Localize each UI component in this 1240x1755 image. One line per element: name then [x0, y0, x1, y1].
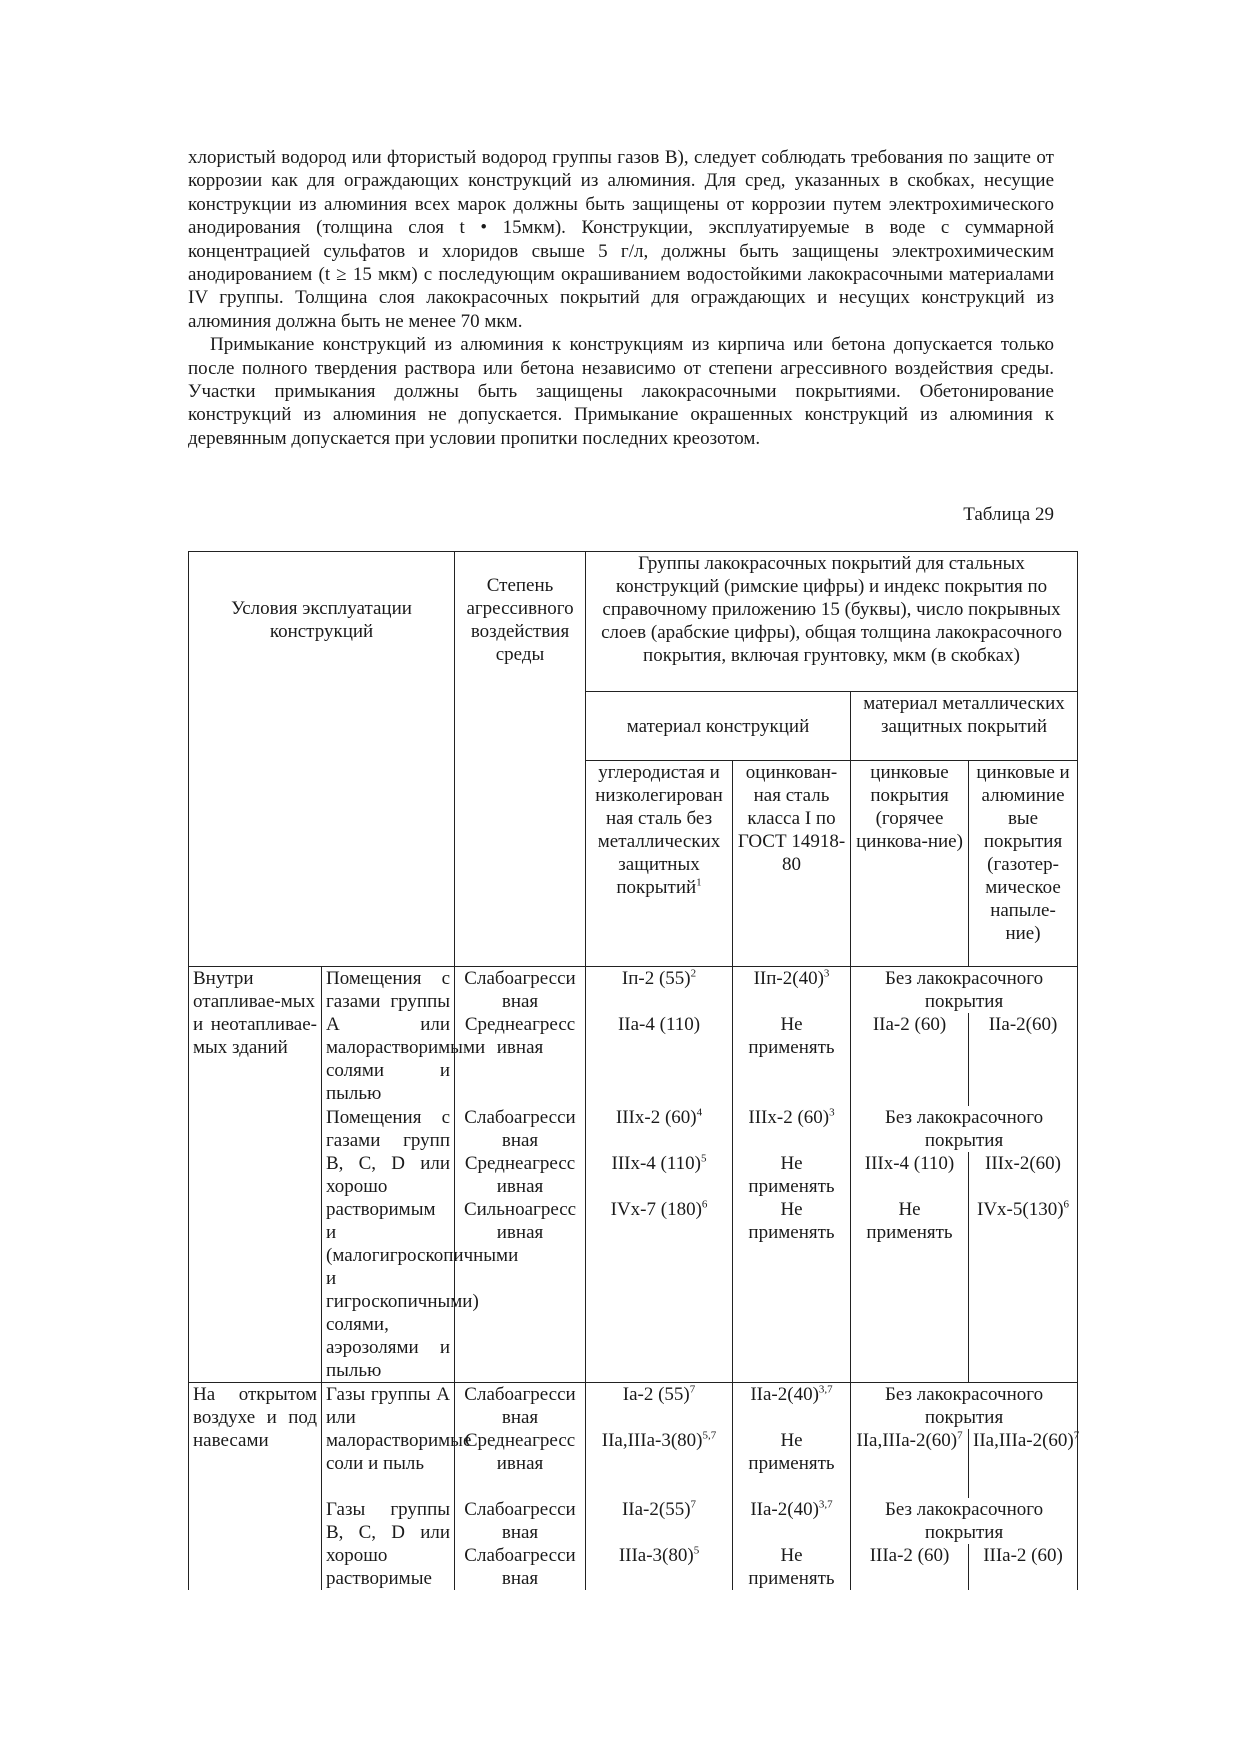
- table-caption: Таблица 29: [963, 504, 1054, 525]
- medium-cell: Газы группы А или малорастворимые соли и пыль: [322, 1383, 455, 1499]
- degree-cell: Слабоагресси вная: [455, 1544, 586, 1590]
- zinc-hot-cell: IIIа-2 (60): [851, 1544, 969, 1590]
- zinc-hot-cell: Не применять: [851, 1198, 969, 1382]
- zinc-al-cell: IIIа-2 (60): [969, 1544, 1078, 1590]
- zinc-al-cell: IVх-$5(130)^6$: [969, 1198, 1078, 1382]
- header-conditions: Условия эксплуатации конструкций: [189, 552, 455, 967]
- degree-cell: Слабоагресси вная: [455, 1498, 586, 1544]
- steel-cell: IIа-$2(55)^7$: [586, 1498, 733, 1544]
- merged-cell: Без лакокрасочного покрытия: [851, 967, 1078, 1014]
- zinc-al-cell: $IIа,IIIа-2(60)^7$: [969, 1429, 1078, 1498]
- zinc-hot-cell: IIIх-4 (110): [851, 1152, 969, 1198]
- galv-cell: Не применять: [733, 1013, 851, 1106]
- steel-cell: IIа-4 (110): [586, 1013, 733, 1106]
- merged-cell: Без лакокрасочного покрытия: [851, 1498, 1078, 1544]
- header-zinc-hot: цинковые покрытия (горячее цинкова-ние): [851, 761, 969, 967]
- merged-cell: Без лакокрасочного покрытия: [851, 1383, 1078, 1430]
- steel-cell: Iа-2 $(55)^7$: [586, 1383, 733, 1430]
- header-degree: Степень агрессивного воздействия среды: [455, 552, 586, 967]
- steel-cell: IIIх-4 $(110)^5$: [586, 1152, 733, 1198]
- galv-cell: Не применять: [733, 1544, 851, 1590]
- degree-cell: Слабоагресси вная: [455, 967, 586, 1014]
- galv-cell: Не применять: [733, 1429, 851, 1498]
- galv-cell: Не применять: [733, 1198, 851, 1382]
- table-row: [189, 1498, 1078, 1544]
- paragraph: хлористый водород или фтористый водород группы газов В), следует соблюдать требования по защите от коррозии как для ограждающих конструкций из алюминия. Для сред, указанных в скобках, несущие конструкции из алюминия всех марок должны быть защищены от коррозии путем электрохимического анодирования (толщина слоя t • 15мкм). Конструкции, эксплуатируемые в воде с суммарной концентрацией сульфатов и хлоридов свыше 5 г/л, должны быть защищены электрохимическим анодированием (t ≥ 15 мкм) с последующим окрашиванием водостойкими лакокрасочными материалами IV группы. Толщина слоя лакокрасочных покрытий для ограждающих и несущих конструкций из алюминия должна быть не менее 70 мкм.: [188, 147, 1054, 332]
- header-galvanized-steel: оцинкован-ная сталь класса I по ГОСТ 14918-80: [733, 761, 851, 967]
- header-zinc-al: цинковые и алюминие вые покрытия (газотер-мическое напыле-ние): [969, 761, 1078, 967]
- zinc-hot-cell: $IIа,IIIа-2(60)^7$: [851, 1429, 969, 1498]
- coatings-table: [188, 551, 1078, 1590]
- condition-cell: Внутри отапливае-мых и неотапливае-мых зданий: [189, 967, 322, 1383]
- table-row: [189, 1106, 1078, 1152]
- zinc-al-cell: IIIх-2(60): [969, 1152, 1078, 1198]
- galv-cell: IIа-$2(40)^{3,7}$: [733, 1498, 851, 1544]
- galv-cell: Не применять: [733, 1152, 851, 1198]
- table-row: [189, 967, 1078, 1014]
- zinc-al-cell: IIа-2(60): [969, 1013, 1078, 1106]
- galv-cell: IIIх-2 $(60)^3$: [733, 1106, 851, 1152]
- paragraph: Примыкание конструкций из алюминия к конструкциям из кирпича или бетона допускается только после полного твердения раствора или бетона независимо от степени агрессивного воздействия среды. Участки примыкания должны быть защищены лакокрасочными покрытиями. Обетонирование конструкций из алюминия не допускается. Примыкание окрашенных конструкций из алюминия к деревянным допускается при условии пропитки последних креозотом.: [188, 334, 1054, 449]
- header-metal-coatings: материал металлических защитных покрытий: [851, 692, 1078, 761]
- galv-cell: IIа-$2(40)^{3,7}$: [733, 1383, 851, 1430]
- zinc-hot-cell: IIа-2 (60): [851, 1013, 969, 1106]
- steel-cell: IIIх-2 $(60)^4$: [586, 1106, 733, 1152]
- header-groups: Группы лакокрасочных покрытий для стальных конструкций (римские цифры) и индекс покрытия по справочному приложению 15 (буквы), число покрывных слоев (арабские цифры), общая толщина лакокрасочного покрытия, включая грунтовку, мкм (в скобках): [586, 552, 1078, 692]
- degree-cell: Среднеагресс ивная: [455, 1152, 586, 1198]
- header-material: материал конструкций: [586, 692, 851, 761]
- degree-cell: Сильноагресс ивная: [455, 1198, 586, 1382]
- steel-cell: $IIа,IIIа-3(80)^{5,7}$: [586, 1429, 733, 1498]
- steel-cell: Iп-2 $(55)^2$: [586, 967, 733, 1014]
- medium-cell: Газы группы В, С, D или хорошо растворимые: [322, 1498, 455, 1590]
- steel-cell: IVх-7 $(180)^6$: [586, 1198, 733, 1382]
- body-text: [188, 146, 1054, 450]
- condition-cell: На открытом воздухе и под навесами: [189, 1383, 322, 1591]
- merged-cell: Без лакокрасочного покрытия: [851, 1106, 1078, 1152]
- galv-cell: IIп-$2(40)^3$: [733, 967, 851, 1014]
- medium-cell: Помещения с газами групп В, С, D или хорошо растворимым и (малогигроскопичными и гигроскопичными) солями, аэрозолями и пылью: [322, 1106, 455, 1383]
- degree-cell: Среднеагресс ивная: [455, 1429, 586, 1498]
- degree-cell: Слабоагресси вная: [455, 1106, 586, 1152]
- table-row: [189, 1383, 1078, 1430]
- degree-cell: Среднеагресс ивная: [455, 1013, 586, 1106]
- header-carbon-steel: углеродистая и низколегирован ная сталь без металлических защитных покрытий$^1$: [586, 761, 733, 967]
- medium-cell: Помещения с газами группы А или малорастворимыми солями и пылью: [322, 967, 455, 1107]
- steel-cell: IIIа-$3(80)^5$: [586, 1544, 733, 1590]
- degree-cell: Слабоагресси вная: [455, 1383, 586, 1430]
